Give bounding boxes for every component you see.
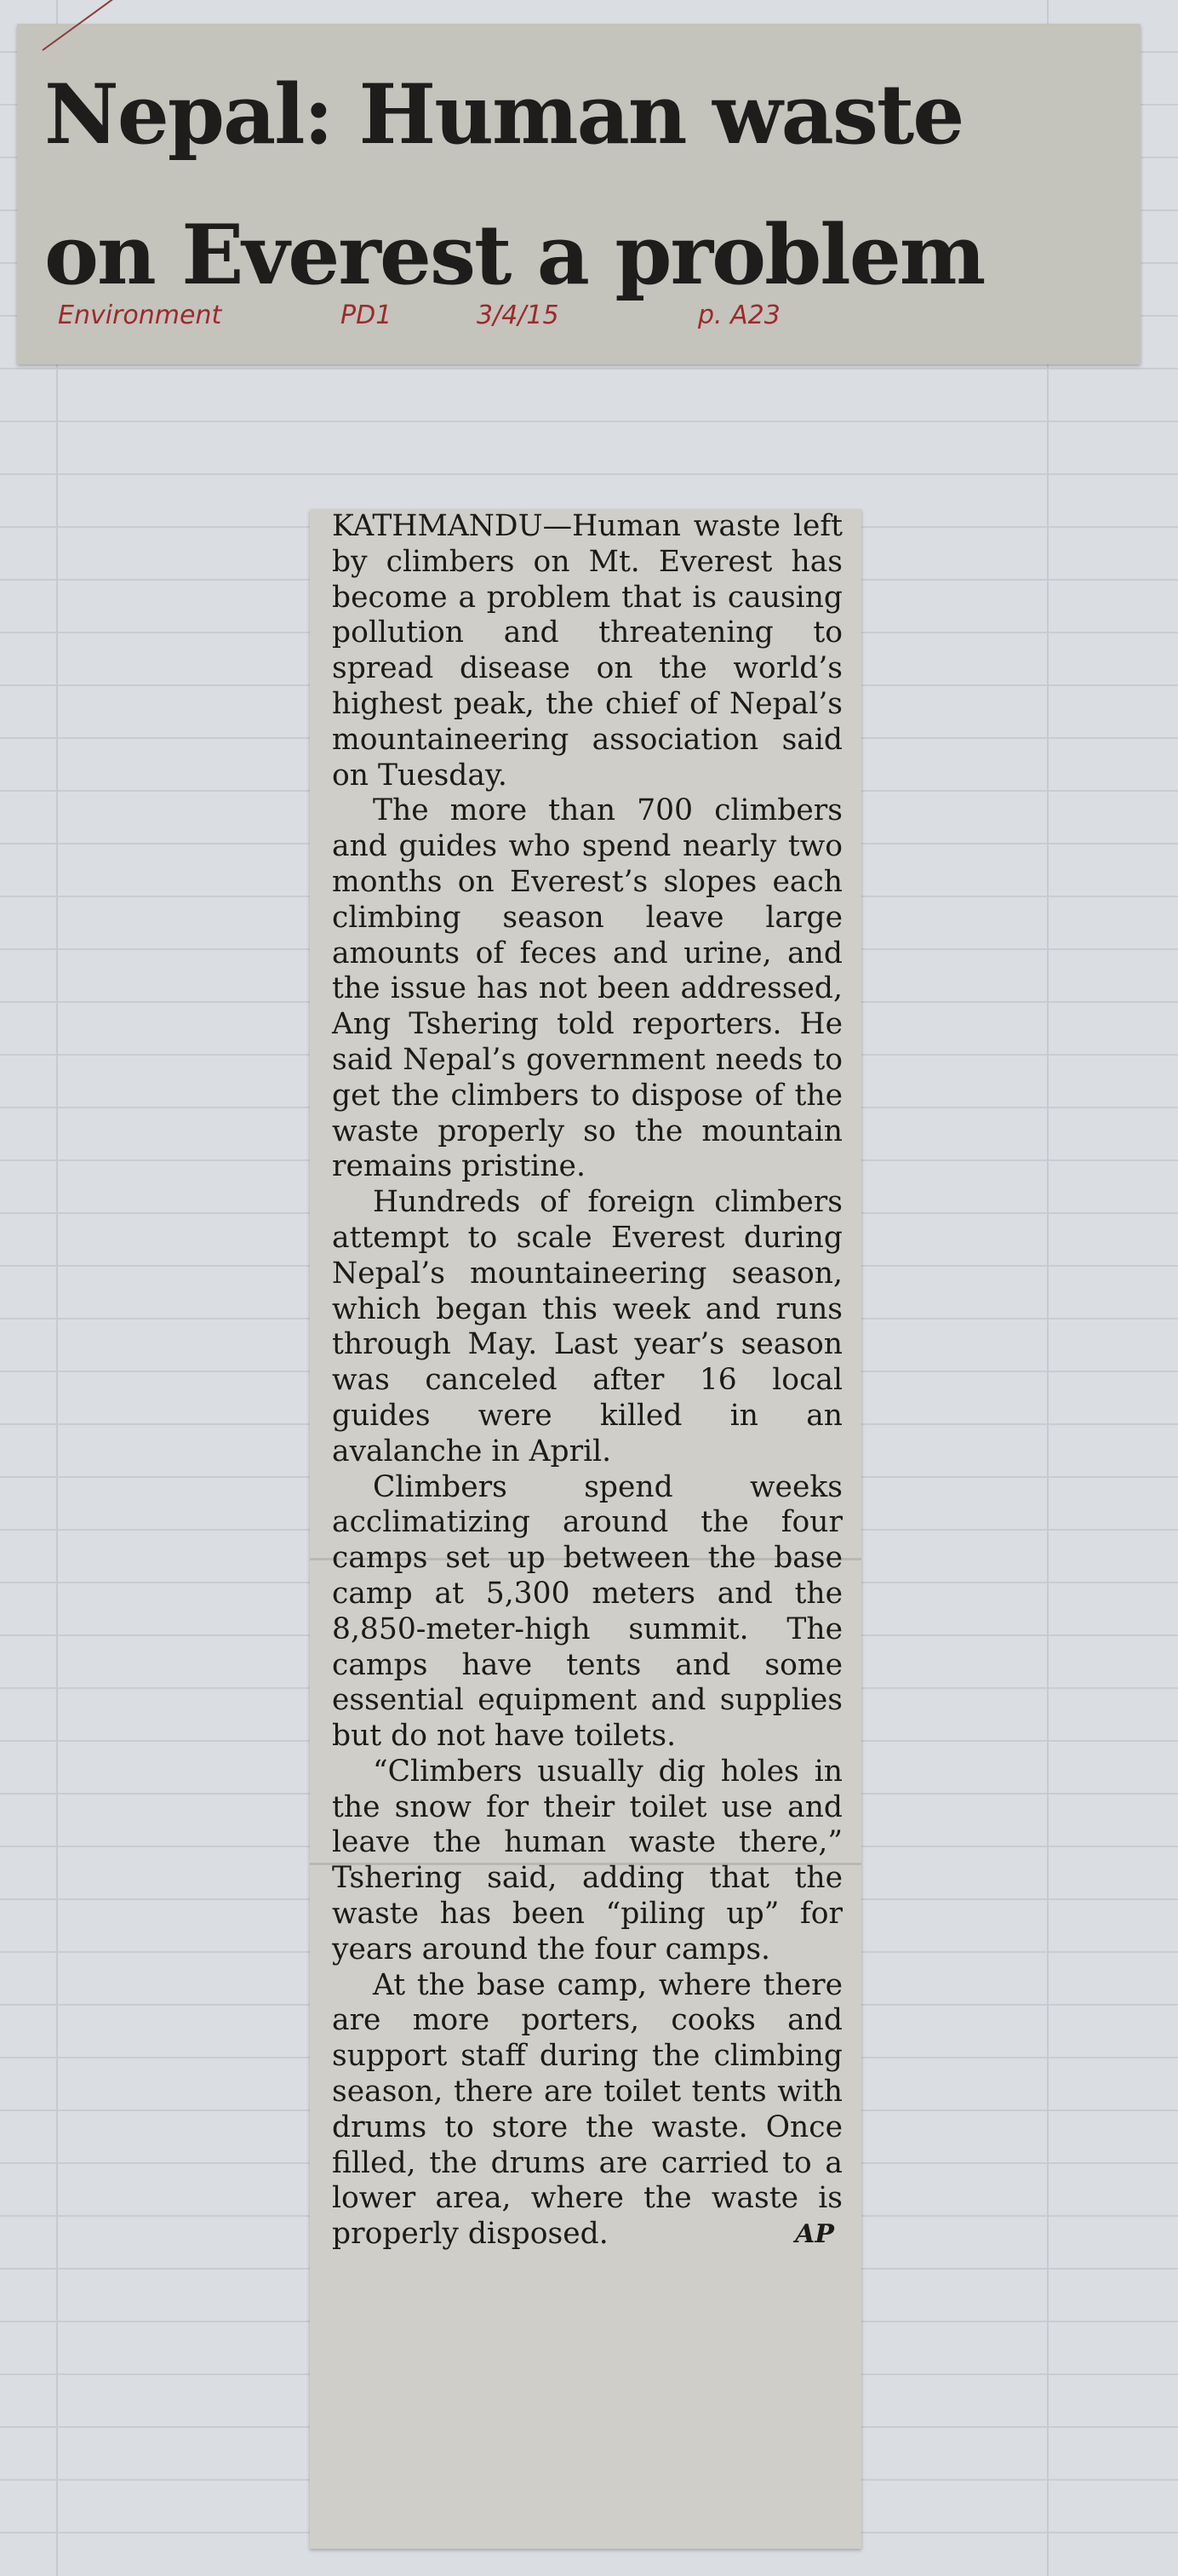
headline-line-2: on Everest a problem — [44, 207, 985, 303]
article-paragraph: At the base camp, where there are more porters, cooks and support staff during the climbing season, there are toilet tents with drums to store the waste. Once filled, the drums are carried to a lower area, where the waste is properly disposed. — [332, 1967, 843, 2252]
article-paragraph: Hundreds of foreign climbers attempt to scale Everest during Nepal’s mountaineering season, which began this week and runs through May. Last year’s season was canceled after 16 local guides were killed in an avalanche in April. — [332, 1185, 843, 1468]
annotation-page: p. A23 — [698, 301, 781, 330]
headline-clipping — [17, 24, 1141, 364]
annotation-paper: PD1 — [340, 301, 392, 330]
ledger-margin-line — [56, 0, 58, 2576]
article-clipping — [310, 509, 861, 2549]
article-byline: AP — [795, 2219, 834, 2250]
annotation-section: Environment — [58, 301, 222, 330]
headline-line-1: Nepal: Human waste — [44, 66, 964, 163]
article-paragraph: KATHMANDU—Human waste left by climbers on Mt. Everest has become a problem that is causing pollution and threatening to spread disease on the world’s highest peak, the chief of Nepal’s mountaineering association said on Tuesday. — [332, 509, 843, 793]
article-paragraph: Climbers spend weeks acclimatizing around the four camps set up between the base camp at 5,300 meters and the 8,850-meter-high summit. The camps have tents and some essential equipment and supplies but do not have toilets. — [332, 1469, 843, 1754]
annotation-date: 3/4/15 — [477, 301, 559, 330]
article-paragraph: “Climbers usually dig holes in the snow for their toilet use and leave the human waste there,” Tshering said, adding that the waste has been “piling up” for years around the four camps. — [332, 1754, 843, 1966]
article-paragraph: The more than 700 climbers and guides who spend nearly two months on Everest’s slopes each climbing season leave large amounts of feces and urine, and the issue has not been addressed, Ang Tshering told reporters. He said Nepal’s government needs to get the climbers to dispose of the waste properly so the mountain remains pristine. — [332, 793, 843, 1184]
ledger-margin-line — [1047, 0, 1049, 2576]
article-body — [332, 509, 843, 2253]
